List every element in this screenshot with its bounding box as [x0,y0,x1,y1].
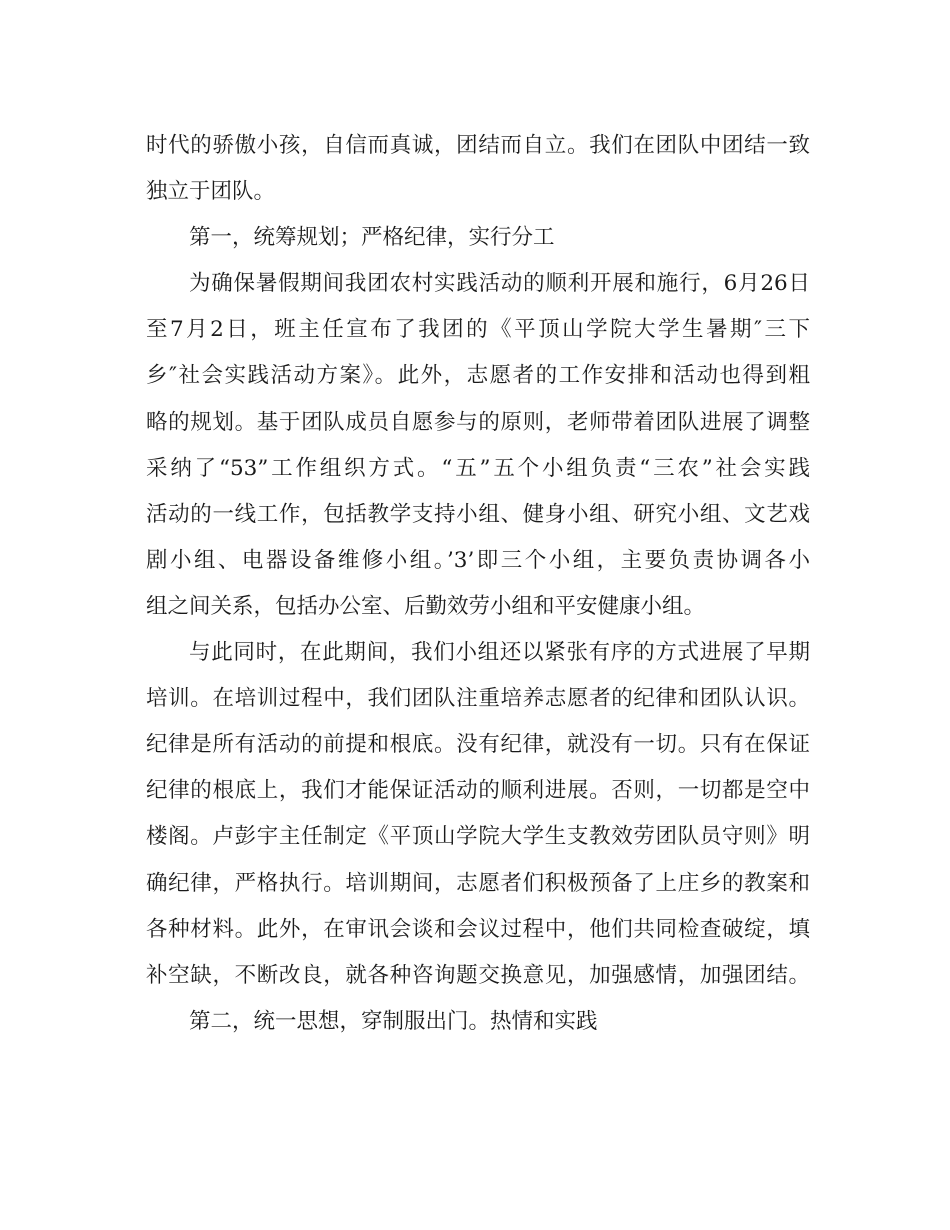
text-line-12: 与此同时，在此期间，我们小组还以紧张有序的方式进展了早期 [189,640,810,666]
text-line-2: 独立于团队。 [146,179,276,205]
text-line-15: 纪律的根底上，我们才能保证活动的顺利进展。否则，一切都是空中 [146,778,810,804]
text-line-13: 培训。在培训过程中，我们团队注重培养志愿者的纪律和团队认识。 [146,686,810,712]
text-line-14: 纪律是所有活动的前提和根底。没有纪律，就没有一切。只有在保证 [146,732,810,758]
section-heading-2: 第二，统一思想，穿制服出门。热情和实践 [189,1008,598,1034]
text-line-11: 组之间关系，包括办公室、后勤效劳小组和平安健康小组。 [146,593,706,619]
section-heading-1: 第一，统筹规划；严格纪律，实行分工 [189,225,555,251]
text-line-19: 补空缺，不断改良，就各种咨询题交换意见，加强感情，加强团结。 [146,962,810,988]
text-line-18: 各种材料。此外，在审讯会谈和会议过程中，他们共同检查破绽，填 [146,916,810,942]
text-line-7: 略的规划。基于团队成员自愿参与的原则，老师带着团队进展了调整 [146,409,810,435]
text-line-5: 至7月2日，班主任宣布了我团的《平顶山学院大学生暑期″三下 [146,317,810,343]
text-line-10: 剧小组、电器设备维修小组。’3’即三个小组，主要负责协调各小 [146,547,810,573]
text-line-4: 为确保暑假期间我团农村实践活动的顺利开展和施行，6月26日 [189,271,810,297]
text-line-8: 采纳了“53”工作组织方式。“五”五个小组负责“三农”社会实践 [146,455,810,481]
text-line-16: 楼阁。卢彭宇主任制定《平顶山学院大学生支教效劳团队员守则》明 [146,824,810,850]
text-line-17: 确纪律，严格执行。培训期间，志愿者们积极预备了上庄乡的教案和 [146,870,810,896]
text-line-9: 活动的一线工作，包括教学支持小组、健身小组、研究小组、文艺戏 [146,501,810,527]
body-text [146,123,810,1045]
text-line-6: 乡″社会实践活动方案》。此外，志愿者的工作安排和活动也得到粗 [146,363,810,389]
text-line-1: 时代的骄傲小孩，自信而真诚，团结而自立。我们在团队中团结一致 [146,133,810,158]
